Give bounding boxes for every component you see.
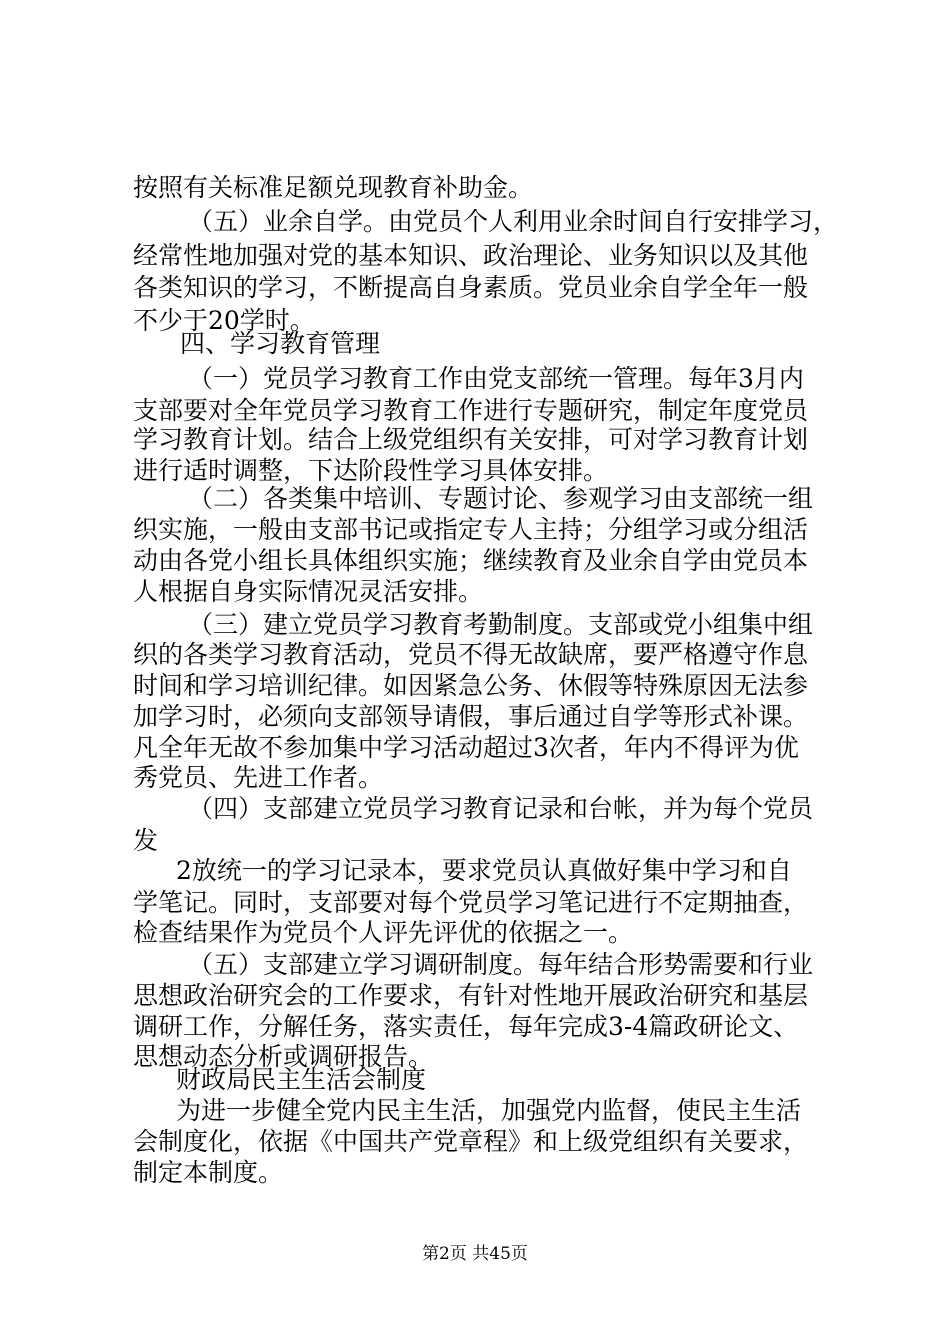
- text-line: 2放统一的学习记录本，要求党员认真做好集中学习和自: [176, 856, 792, 885]
- text-line: 人根据自身实际情况灵活安排。: [133, 577, 484, 606]
- text-line: （二）各类集中培训、专题讨论、参观学习由支部统一组: [188, 484, 814, 513]
- text-line: 各类知识的学习，不断提高自身素质。党员业余自学全年一般: [133, 273, 809, 302]
- section-heading: 四、学习教育管理: [180, 329, 381, 358]
- text-line: 不少于20学时。: [133, 306, 315, 335]
- text-line: 织的各类学习教育活动，党员不得无故缺席，要严格遵守作息: [133, 640, 809, 669]
- text-line: 凡全年无故不参加集中学习活动超过3次者，年内不得评为优: [133, 733, 799, 762]
- text-line: （三）建立党员学习教育考勤制度。支部或党小组集中组: [188, 610, 814, 639]
- text-line: 进行适时调整，下达阶段性学习具体安排。: [133, 456, 609, 485]
- text-line: 检查结果作为党员个人评先评优的依据之一。: [133, 918, 634, 947]
- text-line: 织实施，一般由支部书记或指定专人主持；分组学习或分组活: [133, 515, 809, 544]
- text-line: 动由各党小组长具体组织实施；继续教育及业余自学由党员本: [133, 546, 809, 575]
- text-line: （一）党员学习教育工作由党支部统一管理。每年3月内: [188, 364, 804, 393]
- page-number-footer: 第2页 共45页: [422, 1244, 528, 1264]
- text-line: （五）业余自学。由党员个人利用业余时间自行安排学习，: [188, 207, 839, 236]
- text-line: 会制度化，依据《中国共产党章程》和上级党组织有关要求，: [133, 1127, 809, 1156]
- text-line: （四）支部建立党员学习教育记录和台帐，并为每个党员: [188, 794, 814, 823]
- text-line: 思想政治研究会的工作要求，有针对性地开展政治研究和基层: [133, 981, 809, 1010]
- text-line: 思想动态分析或调研报告。: [133, 1042, 434, 1071]
- section-heading: 财政局民主生活会制度: [176, 1065, 427, 1094]
- text-line: 时间和学习培训纪律。如因紧急公务、休假等特殊原因无法参: [133, 671, 809, 700]
- text-line: 发: [133, 826, 159, 855]
- text-line: 秀党员、先进工作者。: [133, 763, 384, 792]
- text-line: 调研工作，分解任务，落实责任，每年完成3-4篇政研论文、: [133, 1012, 799, 1041]
- text-line: 按照有关标准足额兑现教育补助金。: [133, 173, 534, 202]
- text-line: 为进一步健全党内民主生活，加强党内监督，使民主生活: [176, 1096, 802, 1125]
- text-line: 制定本制度。: [133, 1158, 284, 1187]
- text-line: （五）支部建立学习调研制度。每年结合形势需要和行业: [188, 950, 814, 979]
- text-line: 学习教育计划。结合上级党组织有关安排，可对学习教育计划: [133, 425, 809, 454]
- text-line: 学笔记。同时，支部要对每个党员学习笔记进行不定期抽查，: [133, 888, 809, 917]
- text-line: 加学习时，必须向支部领导请假，事后通过自学等形式补课。: [133, 702, 809, 731]
- text-line: 经常性地加强对党的基本知识、政治理论、业务知识以及其他: [133, 241, 809, 270]
- text-line: 支部要对全年党员学习教育工作进行专题研究，制定年度党员: [133, 396, 809, 425]
